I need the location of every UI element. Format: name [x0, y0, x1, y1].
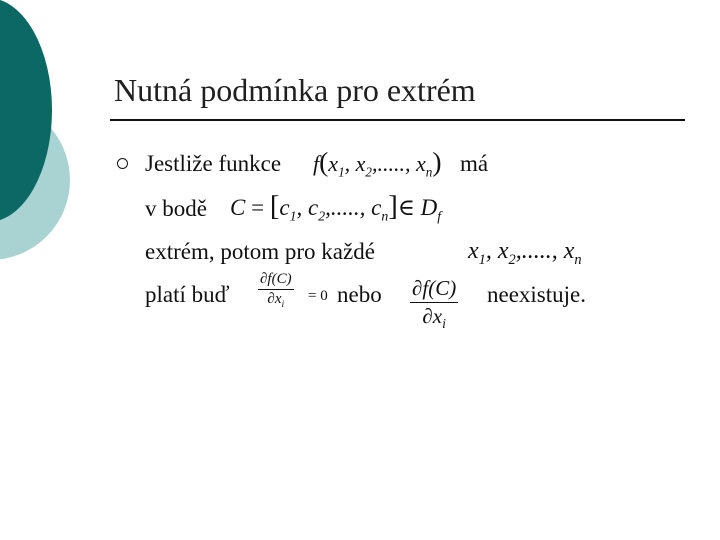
- hollow-circle-bullet-icon: [117, 158, 128, 169]
- partial-derivative-formula-1: $\frac{\partial f(C)}{\partial x_i}$: [260, 271, 292, 310]
- variables-formula: $x_1$, $x_2$,....., $x_n$: [468, 238, 582, 268]
- slide-title: Nutná podmínka pro extrém: [114, 72, 476, 108]
- line2-text: v bodě: [145, 196, 207, 221]
- equals-zero: = 0: [308, 288, 328, 304]
- line4-end: neexistuje.: [487, 282, 586, 307]
- line3-text: extrém, potom pro každé: [145, 239, 375, 264]
- line4-middle: nebo: [337, 282, 382, 307]
- function-formula: $f(x_1$, $x_2$,....., $x_n$): [313, 146, 442, 180]
- partial-derivative-formula-2: $\frac{\partial f(C)}{\partial x_i}$: [412, 276, 457, 332]
- title-divider: [110, 119, 685, 121]
- decorative-side-shapes: [0, 0, 110, 300]
- line1-text: Jestliže funkce: [145, 151, 282, 176]
- line1-end: má: [460, 151, 489, 176]
- point-formula: $C = [c_1$, $c_2$,....., $c_n]\in$ $D_f$: [230, 190, 442, 224]
- line4-text: platí buď: [145, 282, 230, 307]
